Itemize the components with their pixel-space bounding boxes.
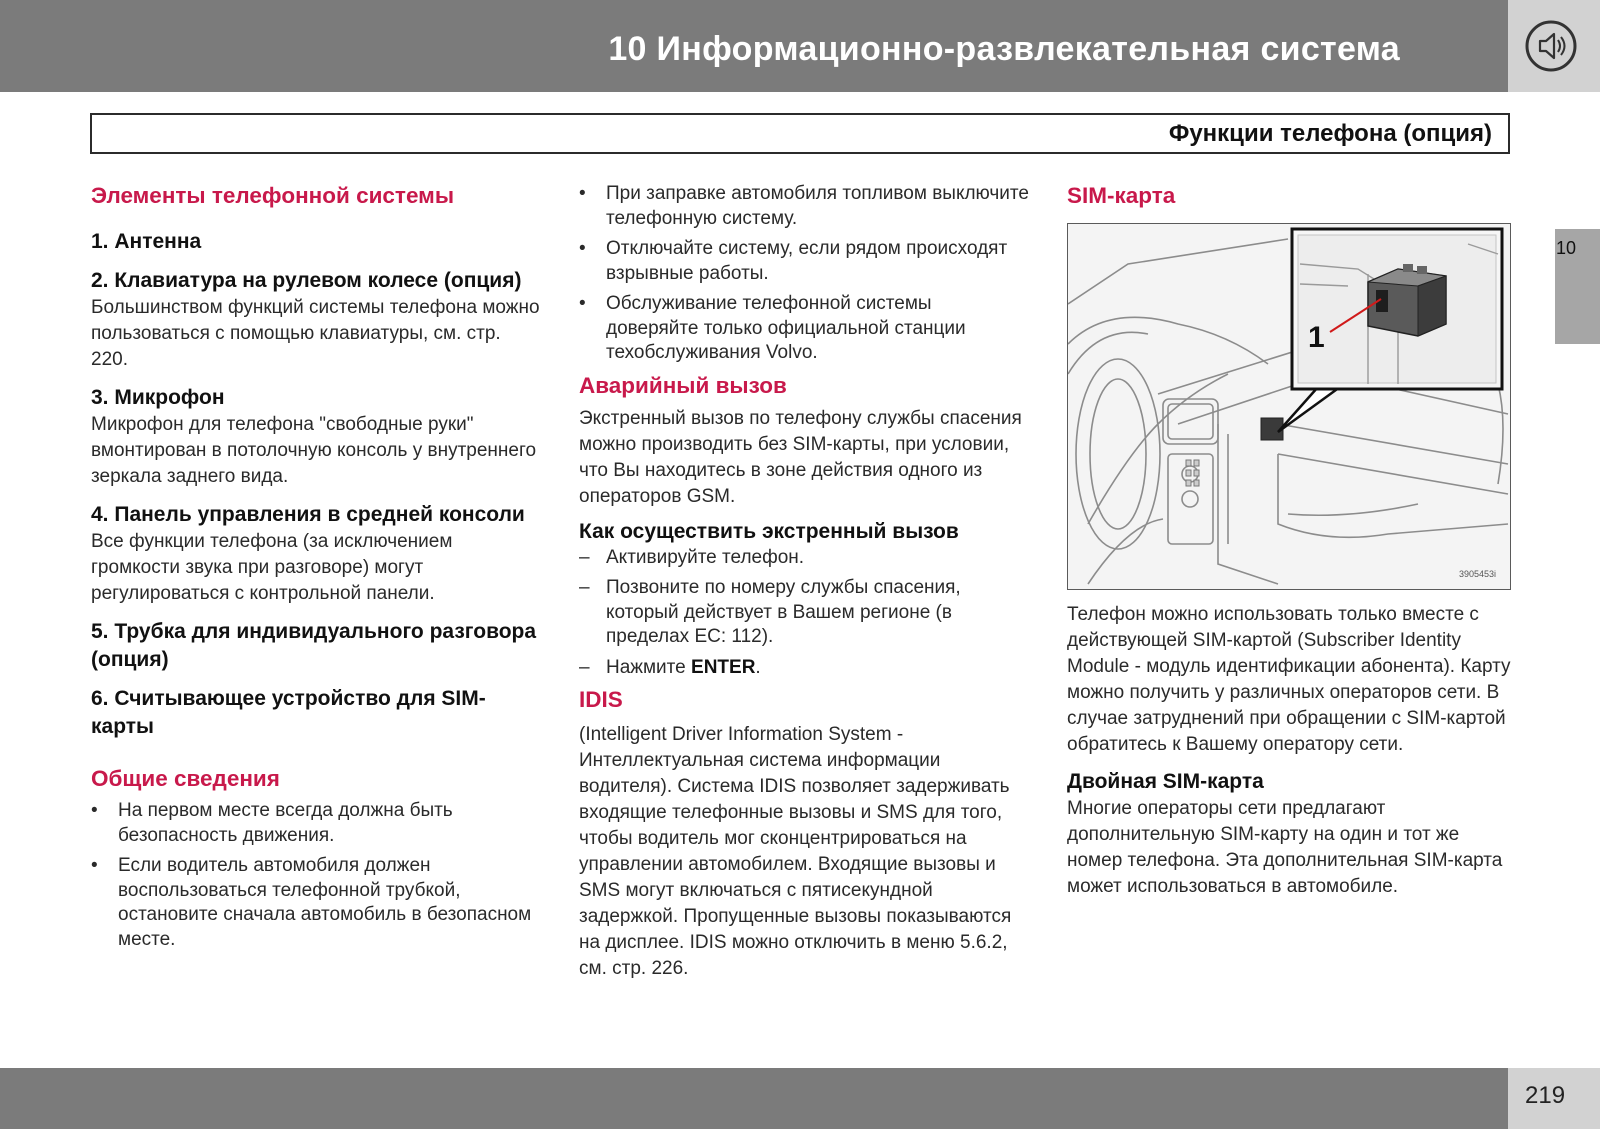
speaker-icon: [1524, 19, 1578, 73]
sim-card-heading: SIM-карта: [1067, 183, 1176, 208]
list-item: • Если водитель автомобиля должен воспользоваться телефонной трубкой, остановите сначала автомобиль в безопасном месте.: [91, 855, 532, 950]
chapter-icon-box: [1508, 0, 1600, 92]
list-item: – Позвоните по номеру службы спасения, который действует в Вашем регионе (в пределах ЕС: 112).: [579, 577, 961, 647]
column-1: [91, 182, 541, 958]
column-2: [579, 182, 1029, 982]
idis-text: (Intelligent Driver Information System - Интеллектуальная система информации водителя). Система IDIS позволяет задерживать входящие телефонные вызовы и SMS для того, чтобы водитель мог сконцентрироваться на управлении автомобилем. Входящие вызовы и SMS могут включаться с пятисекундной задержкой. Пропущенные вызовы показываются на дисплее. IDIS можно отключить в меню 5.6.2, см. стр. 226.: [579, 724, 1012, 979]
header-band: [0, 0, 1508, 92]
general-bullets: [91, 799, 541, 952]
idis-heading: IDIS: [579, 687, 623, 712]
page-number: 219: [1525, 1082, 1566, 1109]
column-3: [1067, 182, 1517, 900]
chapter-tab-number: 10: [1556, 238, 1577, 258]
item-6-title: 6. Считывающее устройство для SIM-карты: [91, 687, 486, 738]
phone-system-heading: Элементы телефонной системы: [91, 183, 455, 208]
item-2-text: Большинством функций системы телефона можно пользоваться с помощью клавиатуры, см. стр. 220.: [91, 297, 540, 370]
general-info-heading: Общие сведения: [91, 766, 280, 791]
item-5-title: 5. Трубка для индивидуального разговора (опция): [91, 620, 537, 671]
emergency-call-heading: Аварийный вызов: [579, 372, 787, 398]
dual-sim-text: Многие операторы сети предлагают дополнительную SIM-карту на один и тот же номер телефона. Эта дополнительная SIM-карта может использоваться в автомобиле.: [1067, 798, 1503, 897]
sim-reader-illustration: [1067, 223, 1511, 590]
sim-card-text: Телефон можно использовать только вместе с действующей SIM-картой (Subscriber Identity Module - модуль идентификации абонента). Карту можно получить у различных операторов сети. В случае затруднений при обращении с SIM-картой обратитесь к Вашему оператору сети.: [1067, 604, 1511, 755]
list-item: – Нажмите ENTER.: [579, 656, 761, 678]
section-title: Функции телефона (опция): [1168, 120, 1492, 147]
list-item: • При заправке автомобиля топливом выключите телефонную систему.: [579, 183, 1029, 229]
dashboard-drawing: [1068, 224, 1511, 590]
list-item: • На первом месте всегда должна быть безопасность движения.: [91, 800, 453, 846]
emergency-call-text: Экстренный вызов по телефону службы спасения можно производить без SIM-карты, при условии, что Вы находитесь в зоне действия одного из операторов GSM.: [579, 407, 1022, 507]
emergency-steps: [579, 546, 1029, 681]
item-1-title: 1. Антенна: [91, 230, 202, 253]
figure-id: 3905453i: [1458, 569, 1496, 579]
list-item: • Отключайте систему, если рядом происходят взрывные работы.: [579, 238, 1008, 284]
safety-bullets: [579, 182, 1029, 366]
dual-sim-heading: Двойная SIM-карта: [1067, 770, 1264, 793]
item-3-title: 3. Микрофон: [91, 386, 225, 409]
section-title-box: [90, 113, 1510, 154]
item-3-text: Микрофон для телефона "свободные руки" вмонтирован в потолочную консоль у внутреннего зеркала заднего вида.: [91, 414, 537, 487]
list-item: • Обслуживание телефонной системы доверяйте только официальной станции техобслуживания Volvo.: [579, 293, 966, 363]
figure-callout-1: 1: [1308, 321, 1325, 354]
list-item: – Активируйте телефон.: [579, 546, 805, 568]
enter-key-label: ENTER: [691, 656, 756, 678]
page-number-box: [1508, 1068, 1600, 1129]
item-4-title: 4. Панель управления в средней консоли: [91, 503, 525, 526]
item-2-title: 2. Клавиатура на рулевом колесе (опция): [91, 269, 522, 292]
item-4-text: Все функции телефона (за исключением громкости звука при разговоре) могут регулироваться с контрольной панели.: [91, 531, 453, 604]
footer-band: [0, 1068, 1508, 1129]
how-to-call-heading: Как осуществить экстренный вызов: [579, 519, 959, 543]
chapter-title: 10 Информационно-развлекательная система: [608, 30, 1400, 68]
